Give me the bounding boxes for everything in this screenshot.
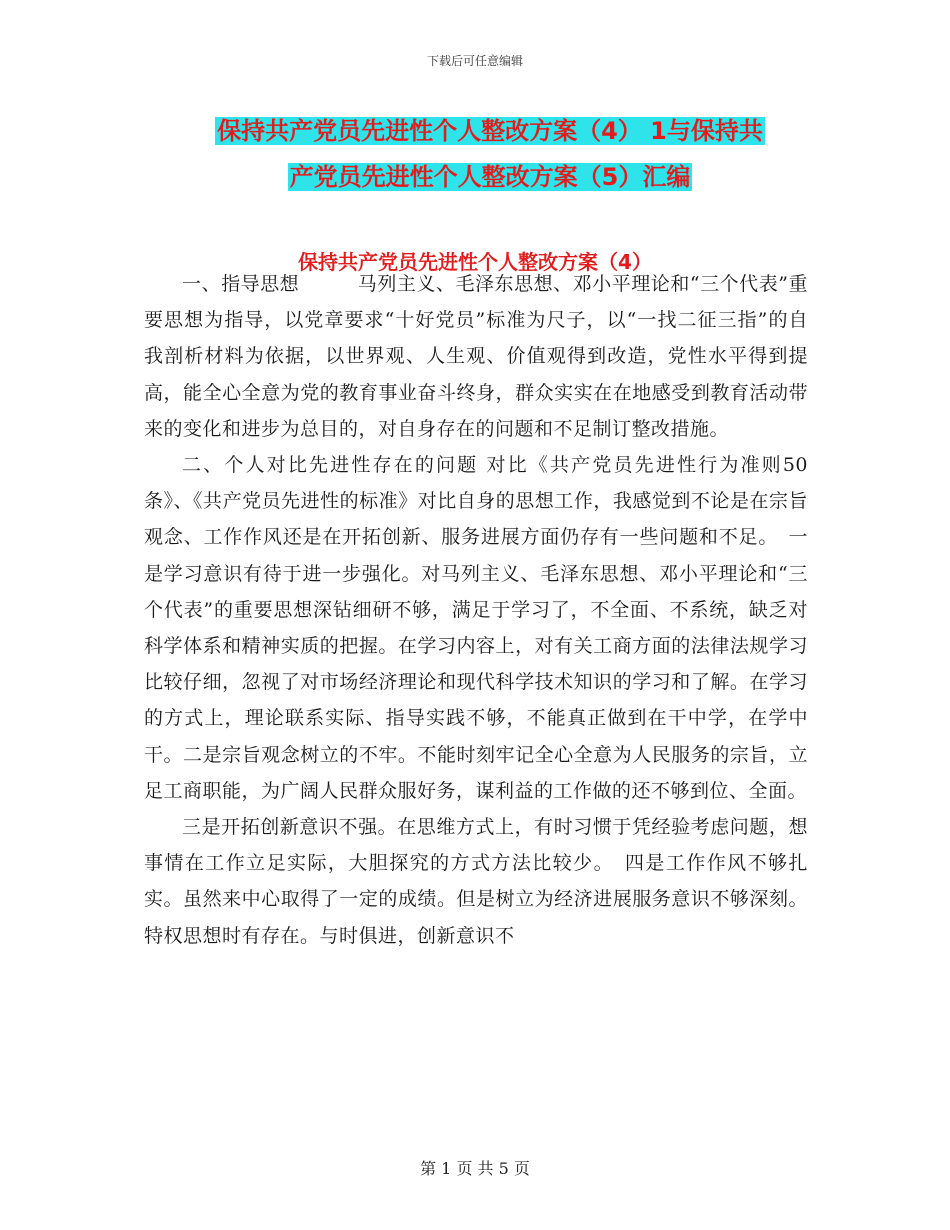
section-title: 保持共产党员先进性个人整改方案（4） (298, 250, 652, 274)
document-title (150, 108, 830, 200)
page-footer: 第 1 页 共 5 页 (420, 1159, 530, 1178)
header-note: 下载后可任意编辑 (426, 54, 523, 68)
paragraph: 一、指导思想 马列主义、毛泽东思想、邓小平理论和“三个代表”重要思想为指导，以党章要求“十好党员”标准为尺子，以“一找二征三指”的自我剖析材料为依据，以世界观、人生观、价值观得到改造，党性水平得到提高，能全心全意为党的教育事业奋斗终身，群众实实在在地感受到教育活动带来的变化和进步为总目的，对自身存在的问题和不足制订整改措施。 (144, 273, 808, 440)
paragraph: 二、个人对比先进性存在的问题 对比《共产党员先进性行为准则50条》、《共产党员先进性的标准》对比自身的思想工作，我感觉到不论是在宗旨观念、工作作风还是在开拓创新、服务进展方面仍存有一些问题和不足。 一是学习意识有待于进一步强化。对马列主义、毛泽东思想、邓小平理论和“三个代表”的重要思想深钻细研不够，满足于学习了，不全面、不系统，缺乏对科学体系和精神实质的把握。在学习内容上，对有关工商方面的法律法规学习比较仔细，忽视了对市场经济理论和现代科学技术知识的学习和了解。在学习的方式上，理论联系实际、指导实践不够，不能真正做到在干中学，在学中干。二是宗旨观念树立的不牢。不能时刻牢记全心全意为人民服务的宗旨，立足工商职能，为广阔人民群众服好务，谋利益的工作做的还不够到位、全面。 (144, 454, 808, 802)
title-line-2: 产党员先进性个人整改方案（5）汇编 (289, 163, 691, 191)
document-body (144, 266, 808, 954)
paragraph: 三是开拓创新意识不强。在思维方式上，有时习惯于凭经验考虑问题，想事情在工作立足实际，大胆探究的方式方法比较少。 四是工作作风不够扎实。虽然来中心取得了一定的成绩。但是树立为经济进展服务意识不够深刻。特权思想时有存在。与时俱进，创新意识不 (144, 816, 808, 947)
title-line-1: 保持共产党员先进性个人整改方案（4） 1与保持共 (217, 117, 763, 145)
